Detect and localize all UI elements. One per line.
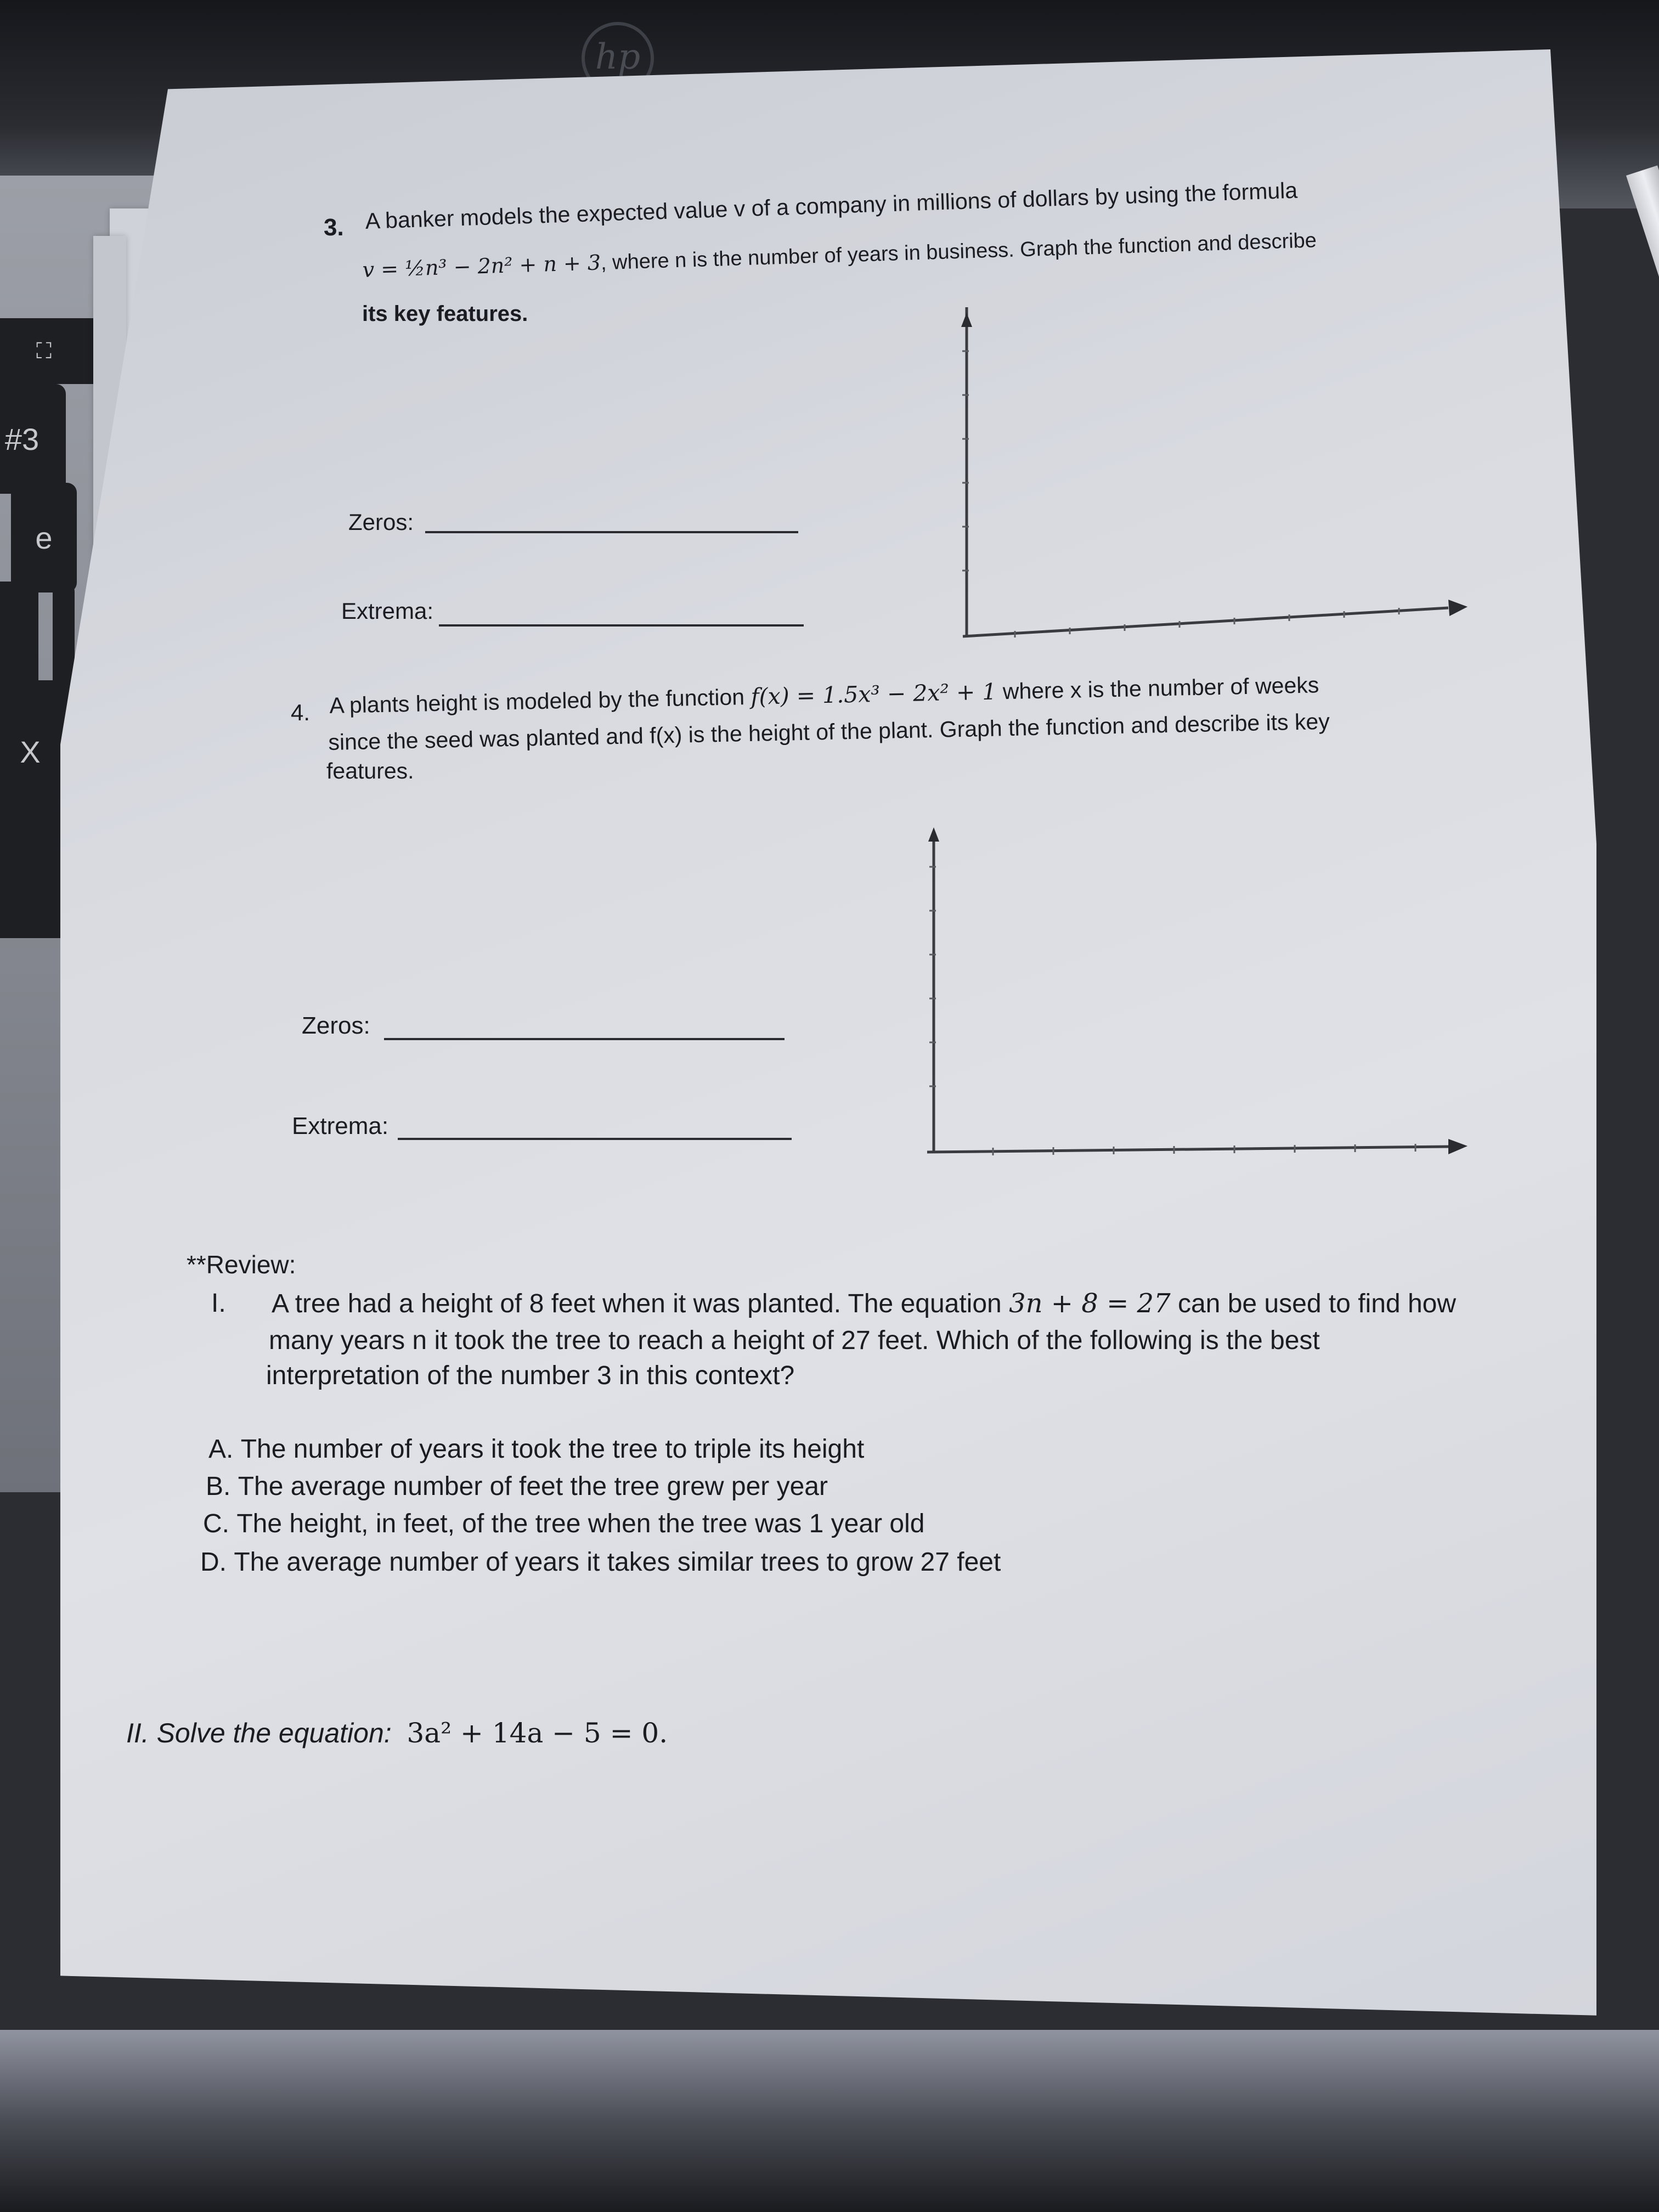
problem-3-graph-axes[interactable] [933,307,1470,647]
x-axis-arrow-icon [1448,600,1468,616]
option-text: The height, in feet, of the tree when the tree was 1 year old [236,1509,925,1538]
option-text: The number of years it took the tree to triple its height [240,1435,865,1464]
x-axis-line [927,1147,1448,1152]
problem-3-number: 3. [324,214,344,241]
review-q2-equation: 3a² + 14a − 5 = 0. [407,1717,668,1749]
option-letter: C. [203,1509,229,1538]
problem-3-extrema-label: Extrema: [341,598,434,624]
y-axis-arrow-icon [928,827,939,842]
problem-4-extrema-label: Extrema: [292,1113,389,1139]
problem-4-number: 4. [291,699,311,725]
keyboard-key-x: X [0,680,71,823]
problem-3-formula: v = ½n³ − 2n² + n + 3 [362,250,601,282]
option-c[interactable] [203,1509,924,1539]
option-letter: A. [208,1435,234,1464]
problem-4-zeros-label: Zeros: [302,1012,370,1039]
problem-3-zeros-label: Zeros: [348,509,414,535]
problem-4-graph-axes[interactable] [900,823,1470,1163]
review-q1-line3: interpretation of the number 3 in this context? [266,1361,795,1390]
problem-3-extrema-blank[interactable] [439,624,804,627]
option-letter: D. [200,1548,227,1577]
problem-3-text-line3: its key features. [362,302,528,326]
keyboard-key-3: #3 [0,384,66,494]
review-heading: **Review: [187,1250,296,1279]
x-axis-arrow-icon [1448,1139,1468,1154]
y-axis-arrow-icon [961,313,972,327]
review-q1-line1 [272,1288,1456,1319]
review-q2-label: II. Solve the equation: [126,1718,392,1748]
review-q2 [126,1717,668,1749]
keyboard-key-e: e [11,483,77,592]
review-q1-line1-b: can be used to find how [1177,1289,1456,1318]
problem-4-text-line1-a: A plants height is modeled by the function [329,684,745,718]
problem-4-text-line1-b: where x is the number of weeks [1002,672,1319,704]
review-q1-equation: 3n + 8 = 27 [1009,1288,1171,1319]
x-axis-line [963,608,1448,636]
problem-3-text-line1: A banker models the expected value v of a company in millions of dollars by using the formula [365,177,1298,234]
option-text: The average number of years it takes similar trees to grow 27 feet [234,1548,1001,1577]
problem-3-text-line2 [362,228,1317,283]
option-letter: B. [206,1472,231,1501]
problem-4-zeros-blank[interactable] [384,1038,785,1040]
hp-logo: hp [582,22,654,94]
option-text: The average number of feet the tree grew per year [238,1472,828,1501]
review-q1-number: I. [211,1289,226,1318]
option-d[interactable] [200,1547,1001,1577]
problem-3-text-line2-rest: , where n is the number of years in business. Graph the function and describe [600,229,1317,275]
problem-4-text-line3: features. [326,758,414,783]
option-a[interactable] [208,1434,864,1464]
keyboard-key-fullscreen: ⛶ [0,318,110,384]
review-q1-line2: many years n it took the tree to reach a height of 27 feet. Which of the following is the best [269,1326,1320,1355]
problem-4-text-line2: since the seed was planted and f(x) is the height of the plant. Graph the function and describe its key [328,708,1330,755]
problem-3-zeros-blank[interactable] [425,531,798,533]
problem-4-extrema-blank[interactable] [398,1138,792,1140]
review-q1-line1-a: A tree had a height of 8 feet when it was planted. The equation [272,1289,1002,1318]
option-b[interactable] [206,1471,828,1502]
problem-4-formula: f(x) = 1.5x³ − 2x² + 1 [750,678,997,710]
